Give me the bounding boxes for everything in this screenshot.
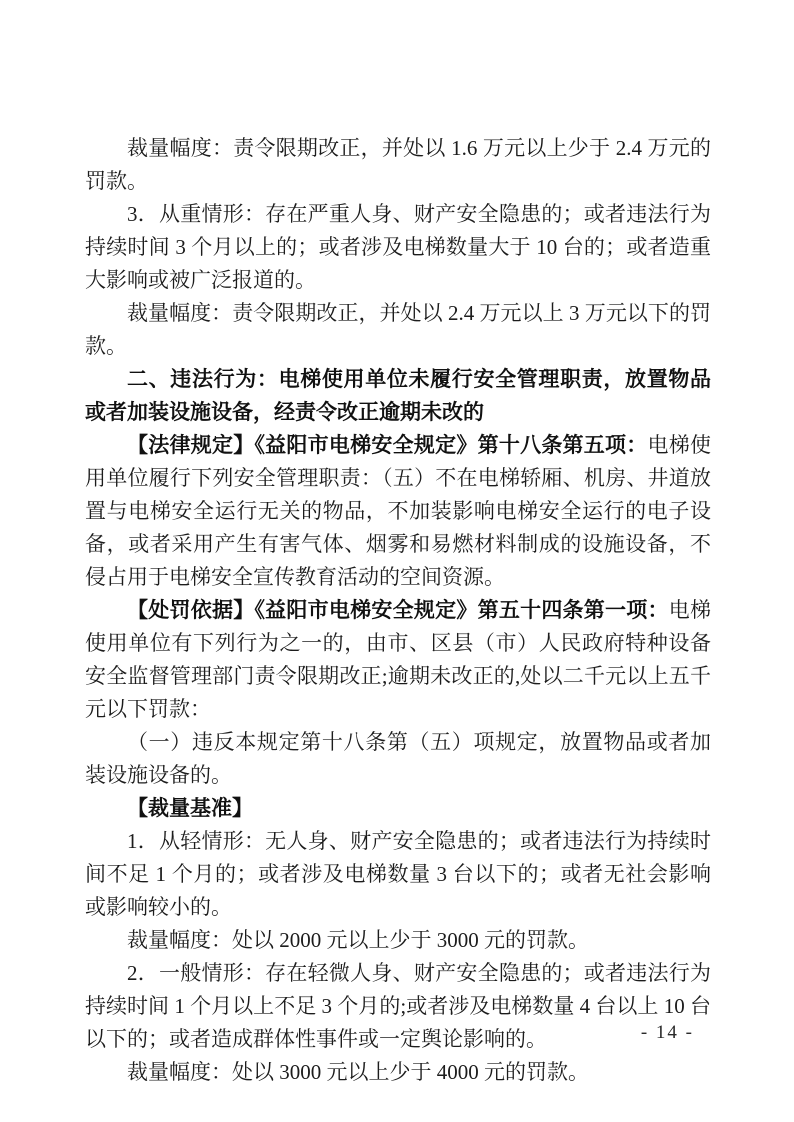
paragraph: 【处罚依据】《益阳市电梯安全规定》第五十四条第一项：电梯使用单位有下列行为之一的，由市、区县（市）人民政府特种设备安全监督管理部门责令限期改正;逾期未改正的,处以二千元以上五千元以下罚款：	[85, 598, 712, 721]
page-number: - 14 -	[640, 1022, 694, 1043]
section-heading: 【裁量基准】	[127, 797, 253, 820]
clause-label: 【处罚依据】《益阳市电梯安全规定》第五十四条第一项：	[127, 599, 669, 622]
paragraph: （一）违反本规定第十八条第（五）项规定，放置物品或者加装设施设备的。	[85, 730, 711, 787]
document-body	[85, 132, 711, 1089]
paragraph: 裁量幅度：处以 3000 元以上少于 4000 元的罚款。	[127, 1060, 589, 1084]
paragraph: 裁量幅度：处以 2000 元以上少于 3000 元的罚款。	[127, 928, 589, 952]
paragraph: 2．一般情形：存在轻微人身、财产安全隐患的；或者违法行为持续时间 1 个月以上不足 3 个月的;或者涉及电梯数量 4 台以上 10 台以下的；或者造成群体性事件或一定舆论影响的。	[85, 961, 711, 1051]
section-heading: 二、违法行为：电梯使用单位未履行安全管理职责，放置物品或者加装设施设备，经责令改正逾期未改的	[85, 368, 711, 424]
clause-label: 【法律规定】《益阳市电梯安全规定》第十八条第五项：	[127, 434, 648, 457]
paragraph: 1．从轻情形：无人身、财产安全隐患的；或者违法行为持续时间不足 1 个月的；或者涉及电梯数量 3 台以下的；或者无社会影响或影响较小的。	[85, 829, 711, 919]
paragraph: 裁量幅度：责令限期改正，并处以 2.4 万元以上 3 万元以下的罚款。	[85, 301, 711, 358]
paragraph: 【法律规定】《益阳市电梯安全规定》第十八条第五项：电梯使用单位履行下列安全管理职责：（五）不在电梯轿厢、机房、井道放置与电梯安全运行无关的物品，不加装影响电梯安全运行的电子设备，或者采用产生有害气体、烟雾和易燃材料制成的设施设备，不侵占用于电梯安全宣传教育活动的空间资源。	[85, 433, 712, 589]
paragraph: 裁量幅度：责令限期改正，并处以 1.6 万元以上少于 2.4 万元的罚款。	[85, 136, 711, 193]
paragraph: 3．从重情形：存在严重人身、财产安全隐患的；或者违法行为持续时间 3 个月以上的；或者涉及电梯数量大于 10 台的；或者造重大影响或被广泛报道的。	[85, 202, 711, 292]
